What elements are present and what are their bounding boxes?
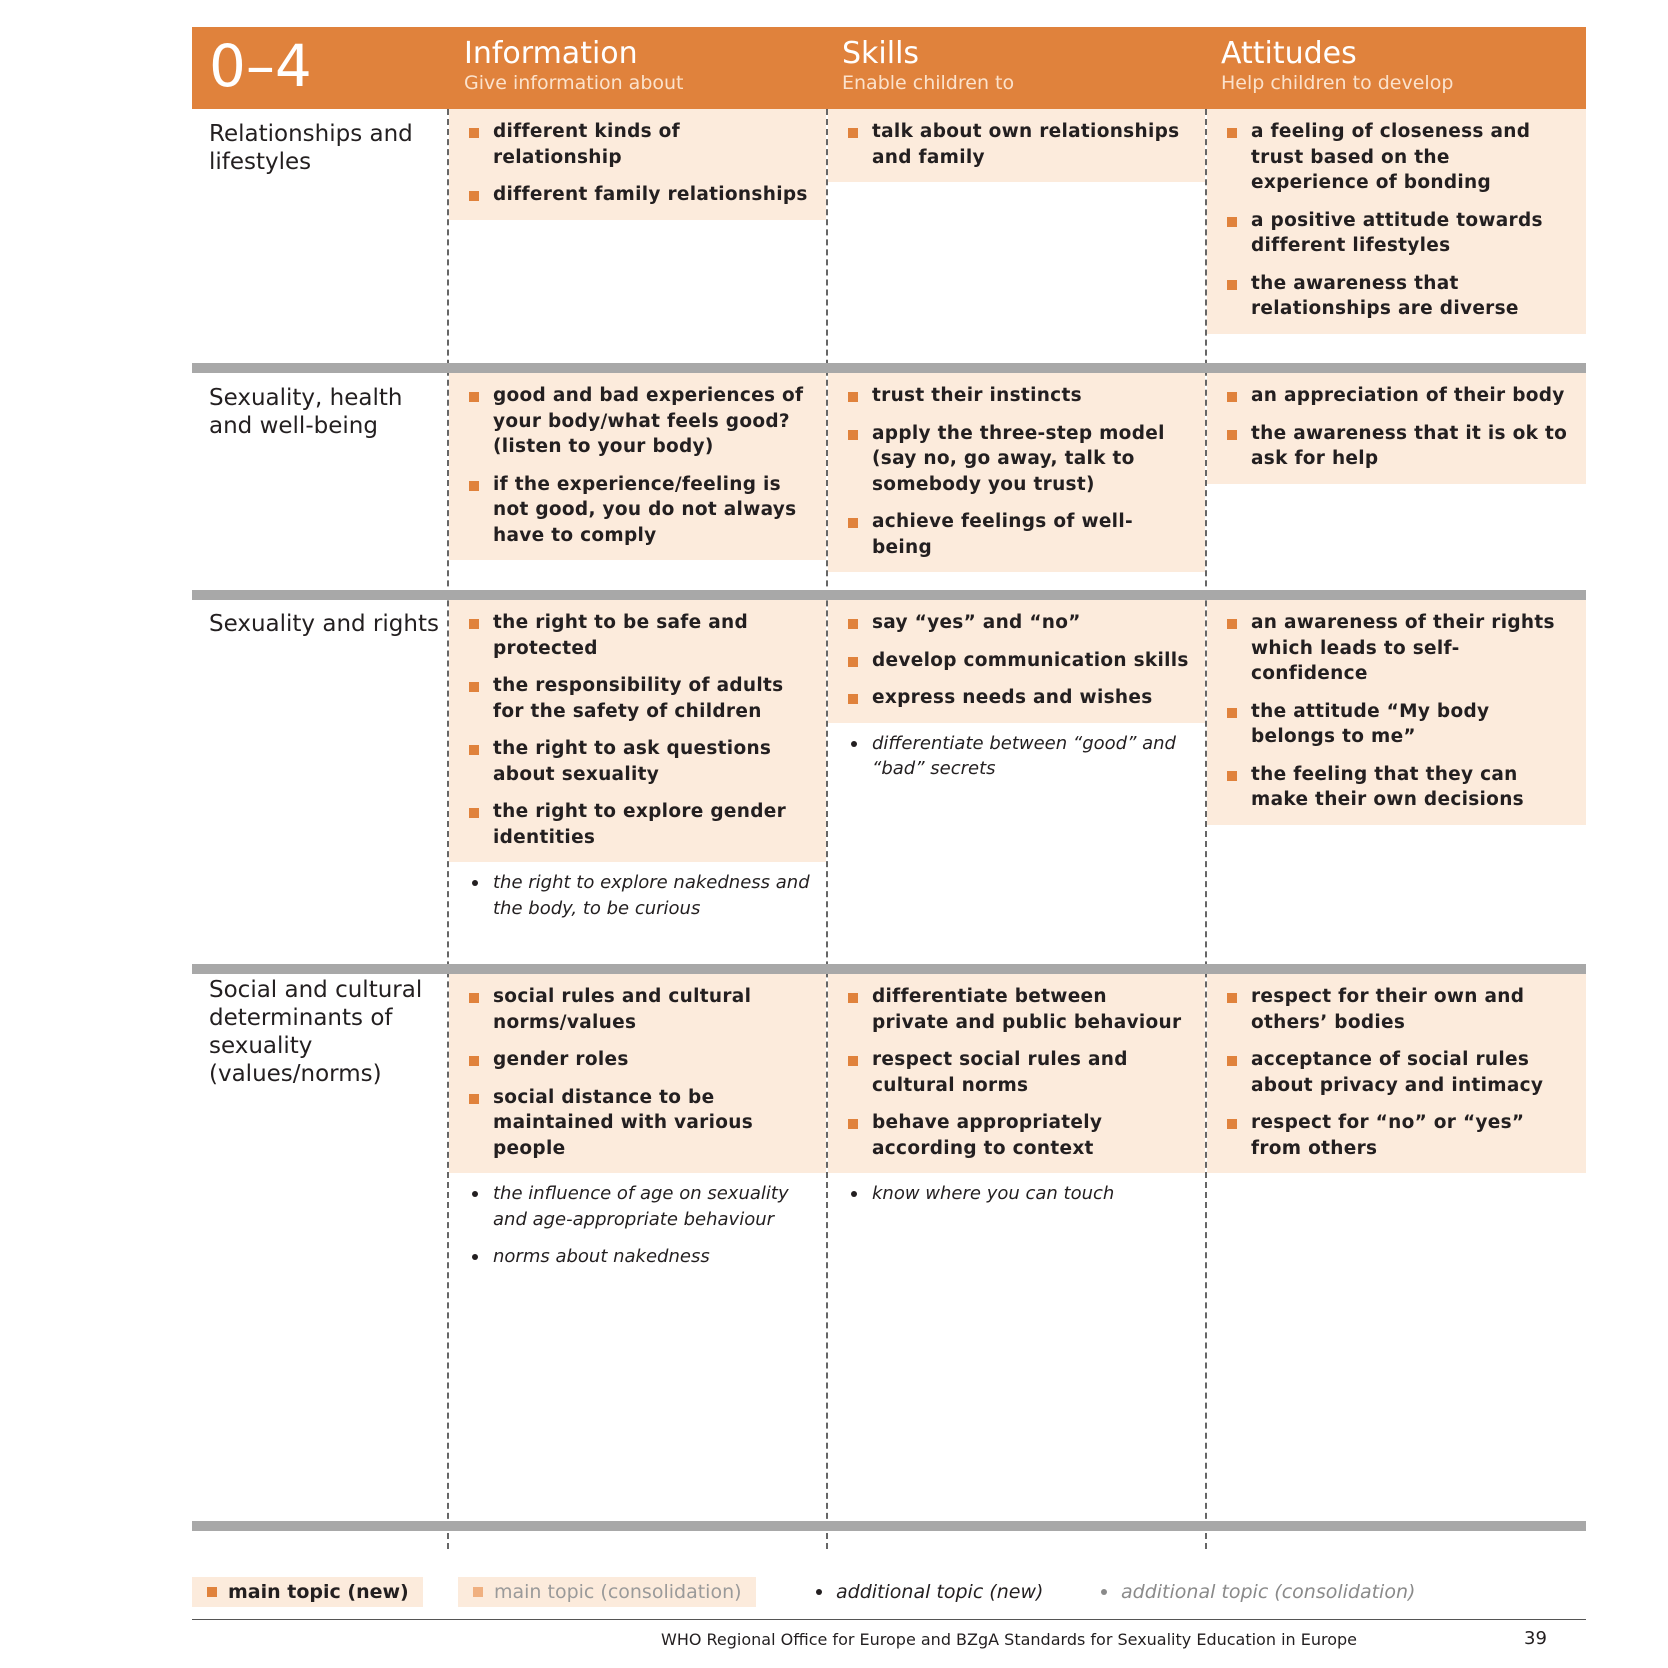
additional-topic-item: know where you can touch (848, 1181, 1189, 1207)
cell-r1-c1 (828, 373, 1205, 572)
cell-r2-c1 (828, 600, 1205, 794)
cell-r3-c2 (1207, 974, 1586, 1173)
light-orange-square-icon (473, 1587, 483, 1597)
legend-label: additional topic (new) (836, 1581, 1044, 1603)
cell-r0-c0 (449, 109, 826, 220)
main-topic-item: the feeling that they can make their own decisions (1227, 762, 1570, 813)
footer-text: WHO Regional Office for Europe and BZgA Standards for Sexuality Education in Europe (661, 1630, 1358, 1649)
table-bottom-rule (192, 1521, 1586, 1531)
main-topic-item: a feeling of closeness and trust based on the experience of bonding (1227, 119, 1570, 196)
main-topic-box (828, 109, 1205, 182)
additional-topic-item: the right to explore nakedness and the body, to be curious (469, 870, 810, 921)
main-topic-item: respect for their own and others’ bodies (1227, 984, 1570, 1035)
table-header (192, 27, 1586, 109)
grey-dot-icon (1101, 1589, 1107, 1595)
main-topic-item: talk about own relationships and family (848, 119, 1189, 170)
main-topic-box (449, 600, 826, 862)
additional-topic-list (828, 1173, 1205, 1207)
main-topic-box (449, 109, 826, 220)
row-label-relationships: Relationships and lifestyles (209, 121, 413, 175)
main-topic-item: social distance to be maintained with various people (469, 1085, 810, 1162)
main-topic-box (1207, 109, 1586, 334)
main-topic-box (1207, 974, 1586, 1173)
legend (192, 1577, 1586, 1607)
column-title: Attitudes (1221, 36, 1357, 71)
footer-rule (192, 1619, 1586, 1620)
additional-topic-item: the influence of age on sexuality and age-appropriate behaviour (469, 1181, 810, 1232)
column-subtitle: Enable children to (842, 72, 1015, 94)
main-topic-item: say “yes” and “no” (848, 610, 1189, 636)
column-title: Information (464, 36, 638, 71)
main-topic-item: a positive attitude towards different lifestyles (1227, 208, 1570, 259)
main-topic-item: gender roles (469, 1047, 810, 1073)
row-label-health: Sexuality, health and well-being (209, 385, 403, 439)
column-divider (826, 109, 828, 1549)
main-topic-item: differentiate between private and public behaviour (848, 984, 1189, 1035)
additional-topic-list (449, 862, 826, 921)
main-topic-item: respect social rules and cultural norms (848, 1047, 1189, 1098)
cell-r0-c1 (828, 109, 1205, 182)
main-topic-item: the awareness that it is ok to ask for help (1227, 421, 1570, 472)
main-topic-box (828, 974, 1205, 1173)
main-topic-item: social rules and cultural norms/values (469, 984, 810, 1035)
additional-topic-item: differentiate between “good” and “bad” secrets (848, 731, 1189, 782)
legend-label: additional topic (consolidation) (1121, 1581, 1416, 1603)
age-group-title: 0–4 (209, 32, 312, 100)
cell-r1-c2 (1207, 373, 1586, 484)
row-label-rights: Sexuality and rights (209, 611, 439, 637)
additional-topic-list (828, 723, 1205, 782)
main-topic-item: acceptance of social rules about privacy and intimacy (1227, 1047, 1570, 1098)
main-topic-item: develop communication skills (848, 648, 1189, 674)
row-label-social: Social and cultural determinants of sexuality (values/norms) (209, 977, 423, 1087)
cell-r1-c0 (449, 373, 826, 560)
column-subtitle: Give information about (464, 72, 684, 94)
main-topic-item: an appreciation of their body (1227, 383, 1570, 409)
main-topic-box (828, 373, 1205, 572)
additional-topic-item: norms about nakedness (469, 1244, 810, 1270)
main-topic-box (1207, 600, 1586, 825)
legend-label: main topic (consolidation) (494, 1581, 742, 1603)
header-information (464, 37, 684, 95)
cell-r2-c0 (449, 600, 826, 933)
orange-square-icon (207, 1587, 217, 1597)
row-separator (192, 363, 1586, 373)
main-topic-box (1207, 373, 1586, 484)
page-number: 39 (1524, 1628, 1547, 1649)
main-topic-item: achieve feelings of well-being (848, 509, 1189, 560)
legend-main-new (192, 1577, 423, 1607)
row-separator (192, 590, 1586, 600)
main-topic-item: the right to ask questions about sexuality (469, 736, 810, 787)
header-attitudes (1221, 37, 1453, 95)
main-topic-item: express needs and wishes (848, 685, 1189, 711)
main-topic-box (449, 373, 826, 560)
legend-label: main topic (new) (228, 1581, 409, 1603)
cell-r2-c2 (1207, 600, 1586, 825)
black-dot-icon (816, 1589, 822, 1595)
legend-main-consolidation (458, 1577, 756, 1607)
main-topic-item: the right to explore gender identities (469, 799, 810, 850)
main-topic-item: the attitude “My body belongs to me” (1227, 699, 1570, 750)
main-topic-item: an awareness of their rights which leads to self-confidence (1227, 610, 1570, 687)
main-topic-item: good and bad experiences of your body/what feels good? (listen to your body) (469, 383, 810, 460)
main-topic-item: different family relationships (469, 182, 810, 208)
main-topic-item: apply the three-step model (say no, go away, talk to somebody you trust) (848, 421, 1189, 498)
column-title: Skills (842, 36, 920, 71)
cell-r0-c2 (1207, 109, 1586, 334)
cell-r3-c1 (828, 974, 1205, 1219)
row-separator (192, 964, 1586, 974)
additional-topic-list (449, 1173, 826, 1270)
column-subtitle: Help children to develop (1221, 72, 1454, 94)
main-topic-item: trust their instincts (848, 383, 1189, 409)
header-skills (842, 37, 1014, 95)
main-topic-item: behave appropriately according to context (848, 1110, 1189, 1161)
cell-r3-c0 (449, 974, 826, 1282)
main-topic-item: if the experience/feeling is not good, you do not always have to comply (469, 472, 810, 549)
legend-additional-consolidation (1097, 1577, 1429, 1607)
main-topic-item: the responsibility of adults for the safety of children (469, 673, 810, 724)
main-topic-item: the awareness that relationships are diverse (1227, 271, 1570, 322)
main-topic-item: the right to be safe and protected (469, 610, 810, 661)
legend-additional-new (812, 1577, 1057, 1607)
main-topic-box (449, 974, 826, 1173)
main-topic-item: respect for “no” or “yes” from others (1227, 1110, 1570, 1161)
main-topic-box (828, 600, 1205, 723)
main-topic-item: different kinds of relationship (469, 119, 810, 170)
